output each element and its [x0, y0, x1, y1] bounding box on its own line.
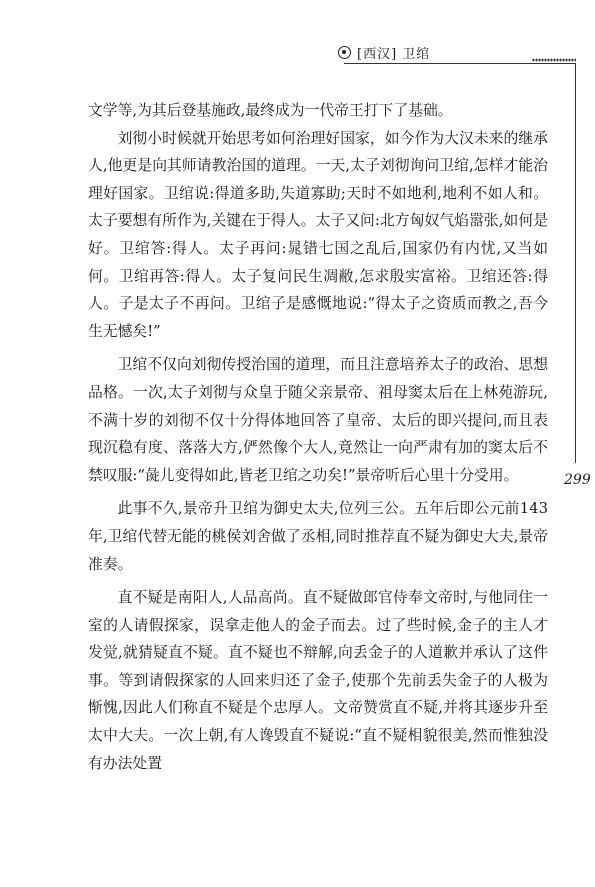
header-rule: [344, 63, 576, 64]
paragraph-continued: 文学等,为其后登基施政,最终成为一代帝王打下了基础。: [88, 102, 453, 119]
paragraph: 此事不久,景帝升卫绾为御史太夫,位列三公。五年后即公元前143年,卫绾代替无能的桃侯刘舍做了丞相,同时推荐直不疑为御史大夫,景帝准奏。: [88, 500, 548, 573]
header-title: [西汉] 卫绾: [357, 46, 431, 62]
paragraph: 刘彻小时候就开始思考如何治理好国家，如今作为大汉未来的继承人,他更是向其师请教治国的道理。一天,太子刘彻询问卫绾,怎样才能治理好国家。卫绾说:得道多助,失道寡助;天时不如地利,地利不如人和。太子要想有所作为,关键在于得人。太子又问:北方匈奴气焰嚣张,如何是好。卫绾答:得人。太子再问:晁错七国之乱后,国家仍有内忧,又当如何。卫绾再答:得人。太子复问民生凋敝,怎求殷实富裕。卫绾还答:得人。子是太子不再问。卫绾子是感慨地说:“得太子之资质而教之,吾今生无憾矣!”: [88, 129, 548, 340]
running-header: [338, 40, 430, 64]
paragraph: 卫绾不仅向刘彻传授治国的道理，而且注意培养太子的政治、思想品格。一次,太子刘彻与众皇于随父亲景帝、祖母窦太后在上林苑游玩,不满十岁的刘彻不仅十分得体地回答了皇帝、太后的即兴提问,而且表现沉稳有度、落落大方,俨然像个大人,竟然让一向严肃有加的窦太后不禁叹服:“彘儿变得如此,皆老卫绾之功矣!”景帝听后心里十分受用。: [88, 356, 548, 484]
body-text: [88, 97, 548, 777]
circle-bullet-icon: [338, 46, 351, 59]
side-rule: [575, 63, 576, 463]
page-number: 299: [564, 472, 591, 488]
header-dotted-ornament: [532, 58, 576, 62]
paragraph: 直不疑是南阳人,人品高尚。直不疑做郎官侍奉文帝时,与他同住一室的人请假探家，误拿走他人的金子而去。过了些时候,金子的主人才发觉,就猜疑直不疑。直不疑也不辩解,向丢金子的人道歉并承认了这件事。等到请假探家的人回来归还了金子,使那个先前丢失金子的人极为惭愧,因此人们称直不疑是个忠厚人。文帝赞赏直不疑,并将其逐步升至太中大夫。一次上朝,有人谗毁直不疑说:“直不疑相貌很美,然而惟独没有办法处置: [88, 589, 548, 772]
